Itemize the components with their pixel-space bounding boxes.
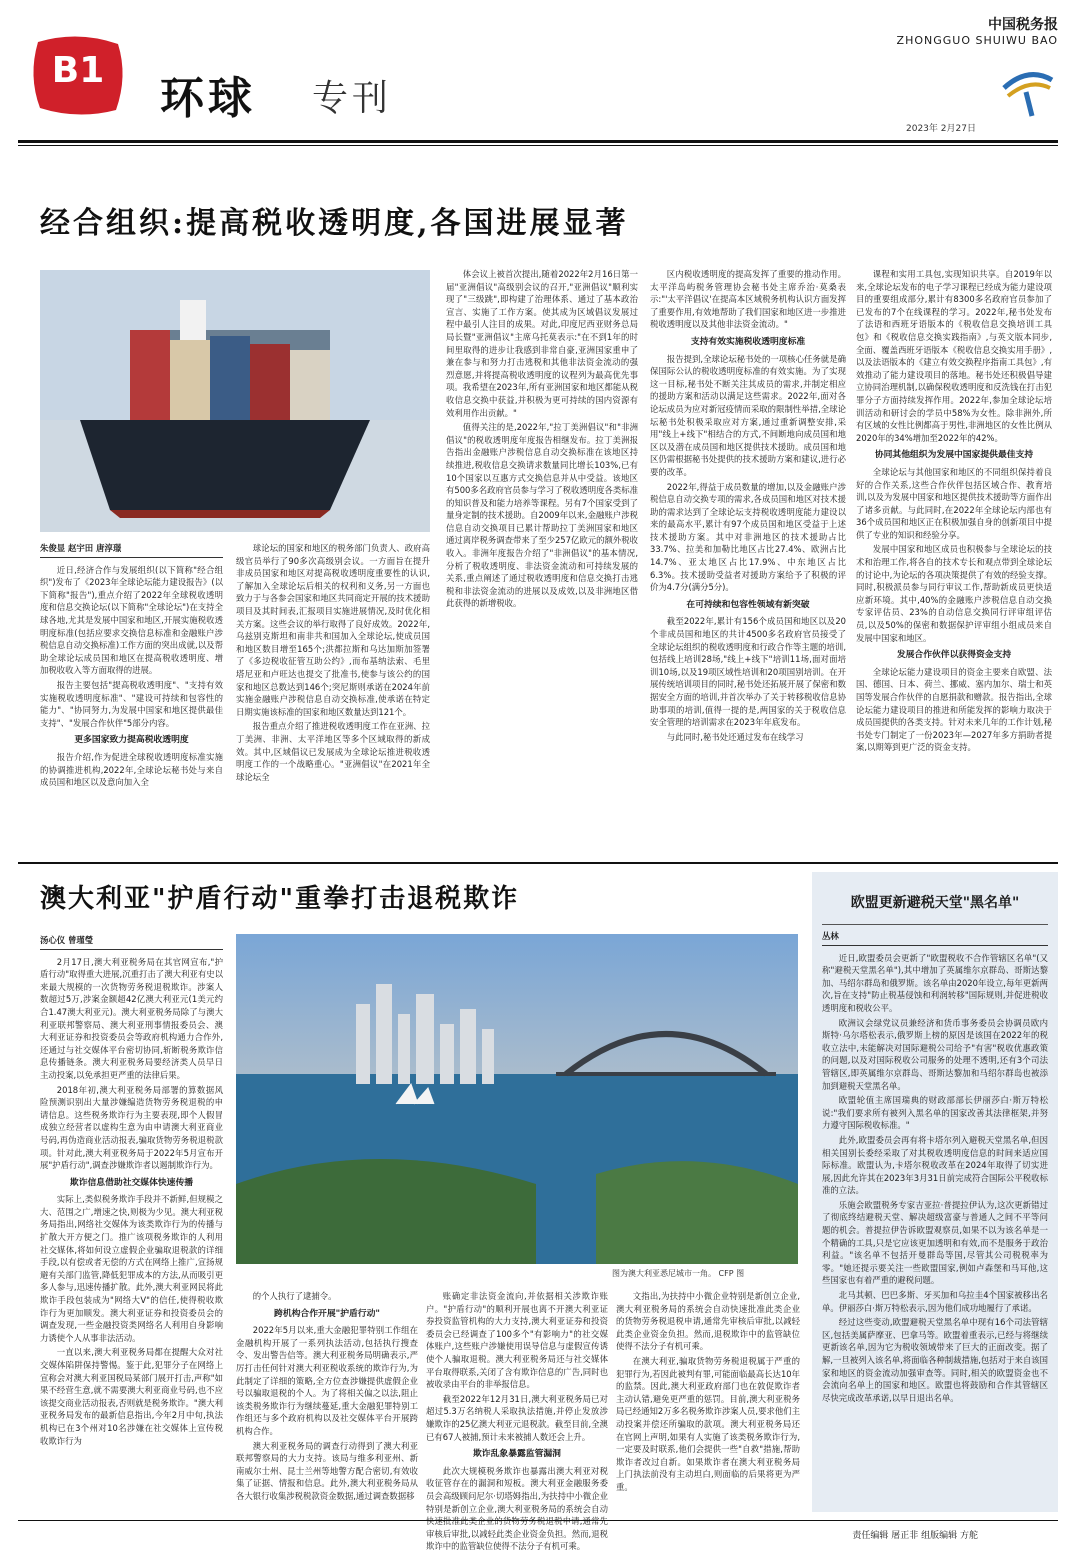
sydney-city-photo — [236, 934, 798, 1264]
paragraph: 一直以来,澳大利亚税务局都在提醒大众对社交媒体陷阱保持警惕。鉴于此,犯罪分子在网络上宣称会对澳大利亚国税局某部门展开打击,声称"如果不经营生意,就不需要澳大利亚商业号码,也不应该提交商业活动报表,否则就是税务欺诈。"澳大利亚税务局发布的最新信息指出,今年2月中旬,执法机构已在3个州对10名涉嫌在社交媒体上宣传税收欺诈行为 — [40, 1347, 223, 1446]
masthead-rule — [18, 140, 1058, 143]
sidebar-byline: 丛林 — [822, 930, 1048, 946]
story1-column-3 — [446, 268, 638, 854]
editor-credits: 责任编辑 屠正非 组版编辑 方舵 — [852, 1531, 978, 1541]
subheading: 协同其他组织为发展中国家提供最佳支持 — [874, 450, 1034, 461]
paragraph: 的个人执行了逮捕令。 — [252, 1291, 337, 1301]
paragraph: 报告介绍,作为促进全球税收透明度标准实施的协调推进机构,2022年,全球论坛秘书处与来自成员国和地区以及意向加入全 — [40, 751, 223, 788]
paragraph: 报告提到,全球论坛秘书处的一项核心任务就是确保国际公认的税收透明度标准的有效实施。为了实现这一目标,秘书处不断关注其成员的需求,并制定相应的援助方案和活动以满足这些需求。2022年,面对各论坛成员为应对新冠疫情而采取的限制性举措,全球论坛秘书处积极采取应对方案,通过重新调整安排,采用"线上+线下"相结合的方式,不间断地向成员国和地区以及潜在成员国和地区提供技术援助。成员国和地区仍需根据秘书处提供的技术援助方案和建议,进行必要的改革。 — [650, 353, 846, 477]
paragraph: 报告主要包括"提高税收透明度"、"支持有效实施税收透明度标准"、"建设可持续和包容性的能力"、"协同努力,为发展中国家和地区提供最佳支持"、"发展合作伙伴"5部分内容。 — [40, 679, 223, 728]
paragraph: 文指出,为扶持中小微企业特别是新创立企业,澳大利亚税务局的系统会自动快速批准此类企业的货物劳务税退税申请,通常先审核后审批,以减轻此类企业资金负担。然而,退税欺诈中的监管缺位使得不法分子有机可乘。 — [616, 1291, 800, 1352]
subheading: 欺诈乱象暴露监管漏洞 — [473, 1449, 561, 1460]
paragraph: 2022年5月以来,重大金融犯罪特别工作组在金融机构开展了一系列执法活动,包括执行搜查令、发出警告信等。澳大利亚税务局明确表示,严厉打击任何针对澳大利亚税收系统的欺诈行为,为此制定了详细的策略,全方位查涉嫌提供虚假企业号以骗取退税的个人。为了将相关偏之以法,阻止该类税务欺诈行为继续蔓延,重大金融犯罪特别工作组还与多个政府机构以及社交媒体平台开展跨机构合作。 — [236, 1325, 418, 1436]
subheading: 跨机构合作开展"护盾行动" — [274, 1308, 380, 1319]
paragraph: 全球论坛与其他国家和地区的不同组织保持着良好的合作关系,这些合作伙伴包括区域合作、教育培训,以及为发展中国家和地区提供技术援助等方面作出了诸多贡献。与此同时,在2022年全球论坛内部也有36个成员国和地区正在积极加强自身的创新项目中提供了专业的知识和经验分享。 — [856, 466, 1052, 540]
paragraph: 北马其顿、巴巴多斯、牙买加和乌拉圭4个国家被移出名单。伊丽莎白·斯万特松表示,因为他们成功地履行了承诺。 — [822, 1290, 1048, 1313]
publication-date: 2023年 2月27日 — [906, 124, 976, 134]
paragraph: 2022年,得益于成员数量的增加,以及金融账户涉税信息自动交换专项的需求,各成员国和地区对技术援助的需求达到了全球论坛支持税收透明度能力建设以来的最高水平,累计有97个成员国和地区受益于上述技术援助方案。其中对非洲地区的技术援助占比33.7%、拉美和加勒比地区占比27.4%、欧洲占比14.7%、亚太地区占比17.9%、中东地区占比6.3%。技术援助受益者对援助方案给予了积极的评价为4.7分(满分5分)。 — [650, 481, 846, 593]
paragraph: 全球论坛能力建设项目的资金主要来自欧盟、法国、德国、日本、荷兰、挪威、塞内加尔、瑞士和英国等发展合作伙伴的自愿捐款和赠款。报告指出,全球论坛能力建设项目的推进和所能发挥的影响力取决于成员国提供的各类支持。针对未来几年的工作计划,秘书处专门制定了一份2023年—2027年多方捐助者提案,以期筹到更广泛的资金支持。 — [856, 666, 1052, 753]
paragraph: 账确定非法资金流向,并依据相关涉欺诈账户。"护盾行动"的顺利开展也离不开澳大利亚证券投资监管机构的大力支持,澳大利亚证券和投资委员会已经调查了100多个"有影响力"的社交媒体账户,这些账户涉嫌使用误导信息与虚假宣传诱使个人骗取退税。澳大利亚税务局还与社交媒体平台取得联系,关闭了含有欺诈信息的广告,同时也被收录由平台的非举报信息。 — [426, 1291, 608, 1390]
story1-headline: 经合组织:提高税收透明度,各国进展显著 — [40, 206, 629, 241]
photo-caption: 图为澳大利亚悉尼城市一角。 CFP 图 — [612, 1269, 745, 1278]
paragraph: 截至2022年,累计有156个成员国和地区以及20个非成员国和地区的共计4500多名政府官员接受了全球论坛组织的税收透明度和行政合作等主题的培训,包括线上培训28场,"线上+线下"培训11场,面对面培训10场,以及19项区域性培训和20项国别培训。在开展传统培训项目的同时,秘书处还拓展开展了保密和数据安全方面的培训,并首次举办了关于转移税收信息协助事项的培训,值得一提的是,两国家的关于税收信息安全管理的培训需求在2023年年底发布。 — [650, 616, 846, 728]
paragraph: 球论坛的国家和地区的税务部门负责人、政府高级官员举行了90多次高级别会议。一方面旨在提升非成员国家和地区对提高税收透明度重要性的认识,了解加入全球论坛后相关的权利和义务,另一方面也致力于与各参会国家和地区共同商定开展的技术援助项目及其时间表,汇报项目实施进展情况,及时优化相关方案。这些会议的举行取得了良好成效。2022年,乌兹别克斯坦和南非共和国加入全球论坛,使成员国和地区数目增至165个;洪都拉斯和乌达加斯加签署了《多边税收征管互助公约》,而布基纳法索、毛里塔尼亚和卢旺达也提交了批准书,使参与该公约的国家和地区总数达到146个;突尼斯则承诺在2024年前实施金融账户涉税信息自动交换标准,使承诺在特定日期实施该标准的国家和地区数量达到121个。 — [236, 543, 430, 717]
section-title: 环球 — [160, 73, 256, 124]
paragraph: 课程和实用工具包,实现知识共享。自2019年以来,全球论坛发布的电子学习课程已经成为能力建设项目的重要组成部分,累计有8300多名政府官员参加了已发布的7个在线课程的学习。2022年,秘书处发布了法语和西班牙语版本的《税收信息交换培训工具包》和《税收信息交换实践指南》,与英文版本同步,全面、覆盖西班牙语版本《税收信息交换实用手册》,以及法语版本的《建立有效交换程序指南工具包》,有效推动了能力建设项目的落地。秘书处还积极倡导建立协同治理机制,以确保税收透明度和反洗钱在打击犯罪分子方面持续发挥作用。2022年,参加全球论坛培训活动和研讨会的学员中58%为女性。除非洲外,所有区域的女性比例都高于男性,非洲地区的女性比例从2020年的34%增加至2022年的42%。 — [856, 269, 1052, 443]
paragraph: 欧洲议会绿党议员兼经济和货币事务委员会协调员欧内斯特·乌尔塔松表示,俄罗斯上榜的原因是该国在2022年的税收立法中,未能解决对国际避税公司给予"有害"税收优惠政策的问题,以及对国际税收公司服务的处理不透明,还有3个司法管辖区,即英属维尔京群岛、哥斯达黎加和马绍尔群岛也被添加到避税天堂黑名单。 — [822, 1017, 1048, 1091]
sidebar-rule — [822, 924, 1048, 925]
masthead-rule-thin — [18, 145, 1058, 146]
story1-byline: 朱俊显 赵宇田 唐淳璟 — [40, 542, 223, 558]
paragraph: 在澳大利亚,骗取货物劳务税退税属于严重的犯罪行为,若因此被判有罪,可能面临最高长达10年的监禁。因此,澳大利亚政府部门也在敦促欺诈者主动认错,避免更严重的惩罚。目前,澳大利亚税务局已经通知2万多名税务欺诈涉案人员,要求他们主动投案并偿还所骗取的款项。澳大利亚税务局还在官网上声明,如果有人实施了该类税务欺诈行为,一定要及时联系,他们会提供一些"自救"措施,帮助欺诈者改过自新。如果欺诈者在澳大利亚税务局上门执法前没有主动坦白,则面临的后果将更为严重。 — [616, 1355, 800, 1492]
paragraph: 2月17日,澳大利亚税务局在其官网宣布,"护盾行动"取得重大进展,沉重打击了澳大利亚有史以来最大规模的一次货物劳务税退税欺诈。涉案人数超过5万,涉案金额超42亿澳大利亚元(1美元约合1.47澳大利亚元)。澳大利亚税务局除了与澳大利亚联邦警察局、澳大利亚刑事情报委员会、澳大利亚证券和投资委员会等政府机构通力合作外,还通过与社交媒体平台密切协同,斩断税务欺诈信息传播链条。澳大利亚税务局要经济类人员早日主动投案,以免承担更严重的法律后果。 — [40, 956, 223, 1080]
paragraph: 欧盟轮值主席国瑞典的财政部部长伊丽莎白·斯万特松说:"我们要求所有被列入黑名单的国家改善其法律框架,并努力遵守国际税收标准。" — [822, 1095, 1048, 1131]
paragraph: 澳大利亚税务局的调查行动得到了澳大利亚联邦警察局的大力支持。该局与维多利亚州、新南威尔士州、昆士兰州等地警方配合密切,有效收集了证据、情报和信息。此外,澳大利亚税务局从各大银行收集涉税税款资金数据,通过调查数据移 — [236, 1440, 418, 1501]
story2-headline: 澳大利亚"护盾行动"重拳打击退税欺诈 — [40, 884, 520, 914]
masthead — [0, 0, 1076, 150]
paragraph: 此外,欧盟委员会再有将卡塔尔列入避税天堂黑名单,但因相关国别长委经采取了对其税收透明度信息的时间来适应国际标准。欧盟认为,卡塔尔税收改革在2024年取得了切实进展,因此允许其在2023年3月31日前完成符合国际公平税收标准的立法。 — [822, 1134, 1048, 1196]
subheading: 欺诈信息借助社交媒体快速传播 — [69, 1177, 194, 1188]
subheading: 支持有效实施税收透明度标准 — [690, 336, 806, 347]
story2-column-1 — [40, 934, 223, 1514]
page-number-badge — [30, 36, 126, 116]
paragraph: 近日,欧盟委员会更新了"欧盟税收不合作管辖区名单"(又称"避税天堂黑名单"),其中增加了英属维尔京群岛、哥斯达黎加、马绍尔群岛和俄罗斯。该名单由2020年设立,每年更新两次,旨在支持"防止税基侵蚀和利润转移"国际规则,并促进税收透明度和税收公平。 — [822, 952, 1048, 1013]
story1-column-5 — [856, 268, 1052, 854]
story-divider — [18, 862, 1058, 864]
paper-pinyin: ZHONGGUO SHUIWU BAO — [896, 34, 1058, 47]
paragraph: 与此同时,秘书处还通过发布在线学习 — [666, 731, 804, 742]
paragraph: 发展中国家和地区成员也积极参与全球论坛的技术和治理工作,将各自的技术专长和观点带到全球论坛的讨论中,为论坛的各项决策提供了有效的经验支撑。同时,积极派员参与同行审议工作,帮助新成员更快适应新环境。其中,40%的金融账户涉税信息自动交换专家评估员、23%的自动信息交换同行评审组评估员,以及50%的保密和数据保护评审组小组成员来自发展中国家和地区。 — [856, 544, 1052, 643]
paper-name: 中国税务报 — [988, 17, 1058, 33]
paragraph: 值得关注的是,2022年,"拉丁美洲倡议"和"非洲倡议"的税收透明度年度报告相继发布。拉丁美洲报告指出金融账户涉税信息自动交换标准在该地区持续推进,税收信息交换请求数量同比增长103%,已有10个国家以互惠方式交换信息并从中受益。该地区有500多名政府官员参与学习了税收透明度各类标准的知识普及和能力培养等课程。另有7个国家受到了量身定制的技术援助。自2009年以来,金融账户涉税信息自动交换项目已累计帮助拉丁美洲国家和地区通过离岸税务调查带来了至少257亿欧元的额外税收收入。非洲年度报告介绍了"非洲倡议"的基本情况,分析了税收透明度、非法资金流动和可持续发展的关系,重点阐述了通过税收透明度和信息交换打击逃税和非法资金流动的进展以及成效,以及非洲地区借此获得的新增税收。 — [446, 422, 638, 609]
paragraph: 近日,经济合作与发展组织(以下简称"经合组织")发布了《2023年全球论坛能力建设报告》(以下简称"报告"),重点介绍了2022年全球税收透明度和信息交换论坛(以下简称"全球论坛")在支持全球各地,尤其是发展中国家和地区,开展实施税收透明度标准(包括应要求交换信息标准和金融账户涉税信息自动交换标准)工作方面的突出成就,以及帮助全球论坛成员国和地区在提高税收透明度、增加税收收入等方面取得的进展。 — [40, 564, 223, 676]
newspaper-logo-icon — [998, 58, 1058, 118]
paragraph: 此次大规模税务欺诈也暴露出澳大利亚对税收征管存在的漏洞和短板。澳大利亚金融服务委员会高级顾问尼尔·切塔姆指出,为扶持中小微企业特别是新创立企业,澳大利亚税务局的系统会自动快速批准此类企业的货物劳务税退税申请,通常先审核后审批,以减轻此类企业资金负担。然而,退税欺诈中的监管缺位使得不法分子有机可乘。 — [426, 1465, 608, 1552]
story2-column-3 — [426, 1290, 608, 1552]
paragraph: 体会议上被首次提出,随着2022年2月16日第一届"亚洲倡议"高级别会议的召开,"亚洲倡议"顺利实现了"三级跳",即构建了治理体系、通过了基本政治宣言、实施了工作方案。使其成为区域倡议发展过程中最引人注目的成果。对此,印度尼西亚财务总局局长暨"亚洲倡议"主席乌托莫表示:"在不到1年的时间里取得的进步让我感到非常自豪,亚洲国家重申了兼在参与和努力打击逃税和其他非法资金流动的强烈意愿,并将提高税收透明度的议程列为最高优先事项。我希望在2023年,所有亚洲国家和地区都能从税收信息交换中获益,并积极为更可持续的国内资源有效利用作出贡献。" — [446, 269, 638, 418]
paragraph: 区内税收透明度的提高发挥了重要的推动作用。太平洋岛屿税务管理协会秘书处主席乔治·莫桑表示:"'太平洋倡议'在提高本区域税务机构认识方面发挥了重要作用,有效地帮助了我们国家和地区进一步推进税收透明度以及其他非法资金流动。" — [650, 269, 846, 330]
story1-column-2 — [236, 542, 430, 854]
subheading: 在可持续和包容性领域有新突破 — [686, 599, 810, 610]
story2-column-2 — [236, 1290, 418, 1514]
sidebar-headline: 欧盟更新避税天堂"黑名单" — [850, 895, 1020, 911]
paragraph: 报告重点介绍了推进税收透明度工作在亚洲、拉丁美洲、非洲、太平洋地区等多个区域取得的新成效。其中,区域倡议已发展成为全球论坛推进税收透明度工作的一个战略重心。"亚洲倡议"在2021年全球论坛全 — [236, 721, 430, 782]
subheading: 更多国家致力提高税收透明度 — [74, 735, 189, 746]
paragraph: 经过这些变动,欧盟避税天堂黑名单中现有16个司法管辖区,包括美属萨摩亚、巴拿马等。欧盟着重表示,已经与将继续更新该名单,因为它为税收领域带来了巨大的正面改变。据了解,一旦被列入该名单,将面临各种制裁措施,包括对于来自该国家和地区的资金流动加强审查等。同时,相关的欧盟资金也不会流向名单上的国家和地区。欧盟也将鼓励和合作其管辖区尽快完成改革承诺,以早日退出名单。 — [822, 1317, 1048, 1403]
story1-column-4 — [650, 268, 846, 854]
page-number: B1 — [51, 50, 105, 91]
container-ship-photo — [40, 270, 430, 532]
story2-byline: 汤心仪 曾瑾瑩 — [40, 934, 223, 950]
sidebar-box — [812, 872, 1058, 1512]
story2-column-4 — [616, 1290, 800, 1514]
page-footer — [18, 1520, 1058, 1544]
paragraph: 2018年初,澳大利亚税务局部署的算数据风险预测识别出大量涉嫌编造货物劳务税退税的申请信息。这些税务欺诈行为主要表现,即个人假冒成独立经营者以虚构生意为由申请澳大利亚商业号码,再伪造商业活动报表,骗取货物劳务税退税款项。针对此,澳大利亚税务局于2022年5月宣布开展"护盾行动",调查涉嫌欺诈者以遏制欺诈行为。 — [40, 1084, 223, 1171]
paragraph: 截至2022年12月31日,澳大利亚税务局已对超过5.3万名纳税人采取执法措施,并停止发放涉嫌欺诈的25亿澳大利亚元退税款。截至目前,全澳已有67人被捕,预计未来被捕人数还会上升。 — [426, 1393, 608, 1442]
subheading: 发展合作伙伴以获得资金支持 — [896, 650, 1012, 661]
paragraph: 乐施会欧盟税务专家吉亚拉·普提拉伊认为,这次更新错过了彻底终结避税天堂、解决超级富豪与普通人之间不平等问题的机会。普提拉伊告诉欧盟观察员,如果不以为该名单是一个精确的工具,只是它应该更加透明和有效,而不是服务于政治利益。"该名单不包括开曼群岛等国,尽管其公司税税率为零。"她还提示要关注一些欧盟国家,例如卢森堡和马耳他,这些国家也有着严重的避税问题。 — [822, 1199, 1048, 1286]
section-subtitle: 专刊 — [312, 78, 393, 119]
sidebar-column — [822, 930, 1048, 1504]
story1-column-1 — [40, 542, 223, 854]
paragraph: 实际上,类似税务欺诈手段并不新鲜,但规模之大、范围之广,增速之快,则极为少见。澳大利亚税务局指出,网络社交媒体为该类欺诈行为的传播与扩散大开方便之门。推广该项税务欺诈的人利用社交媒体,将如何设立虚假企业骗取退税款的详细手段,以有偿或者无偿的方式在网络上推广,宣扬规避有关部门监管,降低犯罪成本的方法,从而吸引更多人参与,迅速传播扩散。此外,澳大利亚网民将此欺诈手段包装成为"网络大V"的信任,使得税收欺诈行为更加顺发。澳大利亚证券和投资委员会的调查发现,一些金融投资类网络名人利用自身影响力诱使个人从事非法活动。 — [40, 1194, 223, 1343]
